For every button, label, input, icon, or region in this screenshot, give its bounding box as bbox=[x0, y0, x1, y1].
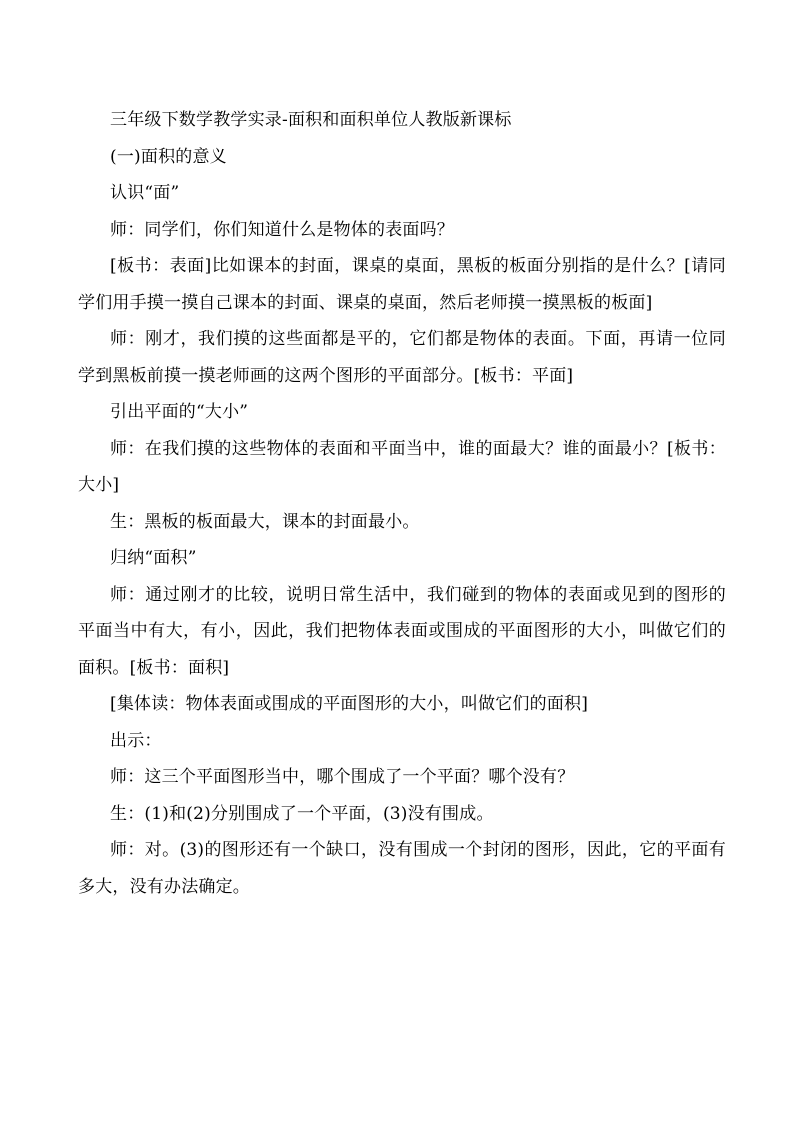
subheading: 认识“面” bbox=[110, 183, 180, 203]
subheading: 归纳“面积” bbox=[110, 548, 197, 568]
section-heading: (一)面积的意义 bbox=[110, 146, 227, 167]
subheading: 引出平面的“大小” bbox=[110, 402, 249, 422]
dialogue-paragraph: 生：黑板的板面最大，课本的封面最小。 bbox=[110, 511, 420, 532]
dialogue-paragraph: 师：对。(3)的图形还有一个缺口，没有围成一个封闭的图形，因此，它的平面有多大，没有办法确定。 bbox=[78, 840, 726, 897]
dialogue-paragraph: [集体读：物体表面或围成的平面图形的大小，叫做它们的面积] bbox=[110, 694, 589, 714]
dialogue-paragraph: 师：刚才，我们摸的这些面都是平的，它们都是物体的表面。下面，再请一位同学到黑板前摸一摸老师画的这两个图形的平面部分。[板书：平面] bbox=[78, 329, 726, 386]
dialogue-paragraph: 师：在我们摸的这些物体的表面和平面当中，谁的面最大？谁的面最小？[板书：大小] bbox=[78, 438, 726, 495]
dialogue-paragraph: 生：(1)和(2)分别围成了一个平面，(3)没有围成。 bbox=[110, 803, 494, 824]
document-body bbox=[78, 102, 726, 905]
dialogue-paragraph: 师：通过刚才的比较，说明日常生活中，我们碰到的物体的表面或见到的图形的平面当中有大，有小，因此，我们把物体表面或围成的平面图形的大小，叫做它们的面积。[板书：面积] bbox=[78, 584, 726, 678]
dialogue-paragraph: 师：同学们，你们知道什么是物体的表面吗？ bbox=[110, 219, 454, 240]
dialogue-paragraph: [板书：表面]比如课本的封面，课桌的桌面，黑板的板面分别指的是什么？[请同学们用手摸一摸自己课本的封面、课桌的桌面，然后老师摸一摸黑板的板面] bbox=[78, 256, 726, 313]
dialogue-paragraph: 师：这三个平面图形当中，哪个围成了一个平面？哪个没有？ bbox=[110, 767, 575, 787]
document-title: 三年级下数学教学实录-面积和面积单位人教版新课标 bbox=[110, 110, 512, 130]
dialogue-paragraph: 出示： bbox=[110, 730, 162, 751]
